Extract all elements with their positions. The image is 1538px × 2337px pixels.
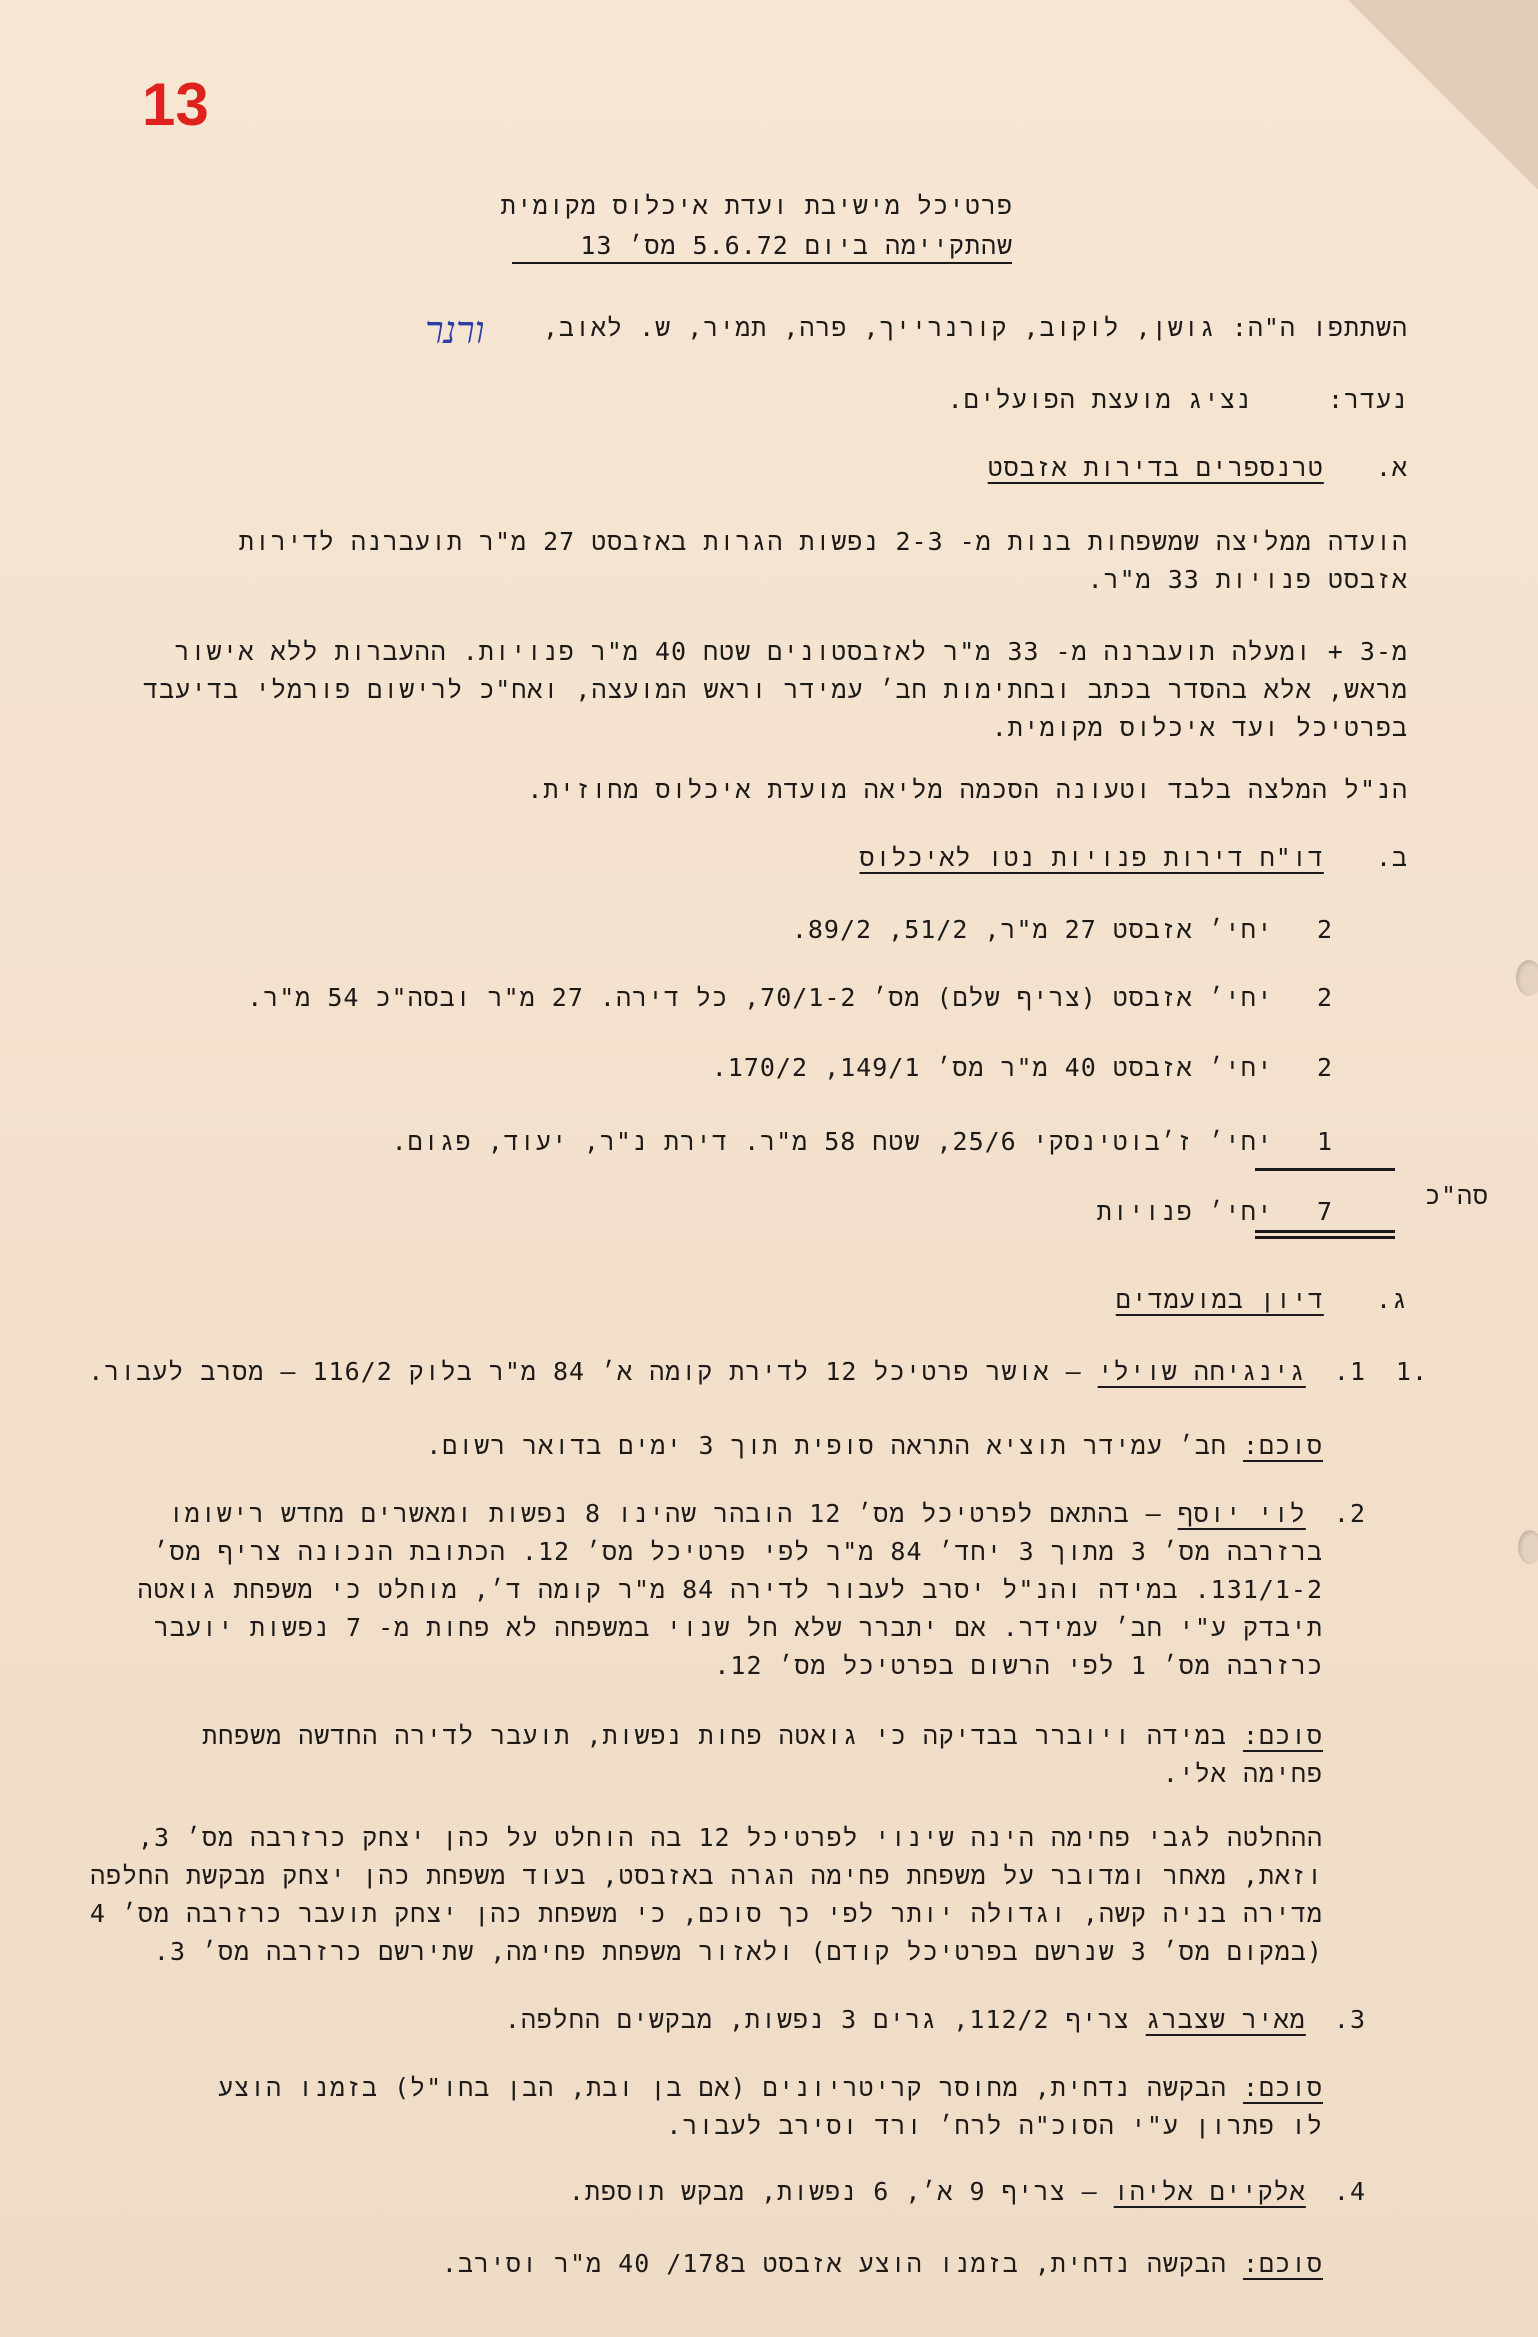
summary-label: סוכם: — [1242, 2073, 1323, 2102]
vacancy-count: 2 — [1316, 1053, 1333, 1082]
summary-label: סוכם: — [1242, 1431, 1323, 1460]
page-number: 13 — [142, 71, 209, 138]
total-text: יחי׳ פנויות — [1096, 1197, 1273, 1226]
case-summary — [442, 2244, 1323, 2284]
summary-text-line: פחימה אלי. — [1162, 1759, 1323, 1788]
section-c-title: דיון במועמדים — [1115, 1285, 1324, 1314]
page-corner-fold — [1348, 0, 1538, 190]
section-c-marker: ג. — [1375, 1285, 1408, 1314]
vacancy-count: 2 — [1316, 983, 1333, 1012]
section-a-para2-line: מראש, אלא בהסדר בכתב ובחתימות חב׳ עמידר וראש המועצה, ואח"כ לרישום פורמלי בדיעבד — [143, 675, 1408, 704]
decision-line: (במקום מס׳ 3 שנרשם בפרטיכל קודם) ולאזור משפחת פחימה, שתירשם כרזרבה מס׳ 3. — [153, 1937, 1323, 1966]
absent-label: נעדר: — [1327, 385, 1408, 414]
section-b-title: דו"ח דירות פנויות נטו לאיכלוס — [859, 843, 1324, 872]
vacancy-text: יחי׳ ז׳בוטינסקי 25/6, שטח 58 מ"ר. דירת נ"ר, יעוד, פגום. — [391, 1127, 1273, 1156]
header-date-line: שהתקיימה ביום 5.6.72 מס׳ 13 — [580, 231, 1013, 260]
vacancy-text: יחי׳ אזבסט 40 מ"ר מס׳ 149/1, 170/2. — [711, 1053, 1273, 1082]
total-double-rule — [1255, 1236, 1395, 1239]
summary-label: סוכם: — [1242, 1721, 1323, 1750]
case-name: מאיר שצברג — [1145, 2005, 1306, 2034]
case-text-line: תיבדק ע"י חב׳ עמידר. אם יתברר שלא חל שנוי במשפחה לא פחות מ- 7 נפשות יועבר — [153, 1613, 1323, 1642]
section-c-sub-marker: 1. — [1395, 1357, 1428, 1386]
punch-hole — [1518, 1530, 1538, 1564]
case-text-line: כרזרבה מס׳ 1 לפי הרשום בפרטיכל מס׳ 12. — [714, 1651, 1323, 1680]
total-rule — [1255, 1168, 1395, 1171]
section-a-heading — [988, 448, 1408, 488]
absent-line — [948, 380, 1408, 420]
header-title: פרטיכל מישיבת ועדת איכלוס מקומית — [500, 191, 1013, 220]
summary-text: הבקשה נדחית, בזמנו הוצע אזבסט ב178/ 40 מ"ר וסירב. — [441, 2249, 1243, 2278]
section-a-para1-line: אזבסט פנויות 33 מ"ר. — [1087, 565, 1408, 594]
decision-line: מדירה בניה קשה, וגדולה יותר לפי כך סוכם, כי משפחת כהן יצחק תועבר כרזרבה מס׳ 4 — [89, 1899, 1323, 1928]
punch-hole — [1516, 960, 1538, 996]
case-text: – צריף 9 א׳, 6 נפשות, מבקש תוספת. — [568, 2177, 1114, 2206]
summary-text-line: לו פתרון ע"י הסוכ"ה לרח׳ ורד וסירב לעבור. — [666, 2111, 1323, 2140]
participants-label: השתתפו ה"ה: — [1231, 313, 1408, 342]
total-line — [1097, 1192, 1333, 1232]
vacancy-item — [247, 978, 1333, 1018]
summary-text: הבקשה נדחית, מחוסר קריטריונים (אם בן ובת, הבן בחו"ל) בזמנו הוצע — [217, 2073, 1227, 2102]
section-a-marker: א. — [1375, 453, 1408, 482]
case-summary — [202, 1716, 1323, 1756]
case-text: צריף 112/2, גרים 3 נפשות, מבקשים החלפה. — [504, 2005, 1146, 2034]
section-b-marker: ב. — [1375, 843, 1408, 872]
participants-names: גושן, לוקוב, קורנרייך, פרה, תמיר, ש. לאוב, — [543, 313, 1216, 342]
case-number: 3. — [1333, 2005, 1366, 2034]
participants-line — [543, 308, 1408, 348]
case-line — [88, 1352, 1366, 1392]
vacancy-item — [392, 1122, 1333, 1162]
handwritten-name: ורנר — [425, 308, 485, 352]
case-line — [569, 2172, 1366, 2212]
vacancy-text: יחי׳ אזבסט (צריף שלם) מס׳ 70/1-2, כל דירה. 27 מ"ר ובסה"כ 54 מ"ר. — [247, 983, 1273, 1012]
summary-text: חב׳ עמידר תוציא התראה סופית תוך 3 ימים בדואר רשום. — [426, 1431, 1243, 1460]
section-b-heading — [860, 838, 1408, 878]
case-line — [169, 1494, 1366, 1534]
section-a-para2-line: בפרטיכל ועד איכלוס מקומית. — [991, 713, 1408, 742]
section-c-heading — [1116, 1280, 1408, 1320]
section-a-title: טרנספרים בדירות אזבסט — [987, 453, 1324, 482]
case-summary — [426, 1426, 1323, 1466]
vacancy-item — [712, 1048, 1333, 1088]
decision-line: וזאת, מאחר ומדובר על משפחת פחימה הגרה באזבסט, בעוד משפחת כהן יצחק מבקשת החלפה — [90, 1861, 1323, 1890]
section-a-para1-line: הועדה ממליצה שמשפחות בנות מ- 2-3 נפשות הגרות באזבסט 27 מ"ר תועברנה לדירות — [238, 527, 1408, 556]
case-text: – בהתאם לפרטיכל מס׳ 12 הובהר שהינו 8 נפשות ומאשרים מחדש רישומו — [168, 1499, 1178, 1528]
summary-text: במידה ויוברר בבדיקה כי גואטה פחות נפשות, תועבר לדירה החדשה משפחת — [202, 1721, 1243, 1750]
vacancy-text: יחי׳ אזבסט 27 מ"ר, 51/2, 89/2. — [791, 915, 1273, 944]
vacancy-count: 1 — [1316, 1127, 1333, 1156]
total-double-rule — [1255, 1230, 1395, 1233]
case-summary — [218, 2068, 1323, 2108]
case-line — [505, 2000, 1366, 2040]
case-text: – אושר פרטיכל 12 לדירת קומה א׳ 84 מ"ר בלוק 116/2 – מסרב לעבור. — [88, 1357, 1098, 1386]
case-name: לוי יוסף — [1177, 1499, 1306, 1528]
case-name: גינגיחה שוילי — [1097, 1357, 1306, 1386]
section-a-para2-line: מ-3 + ומעלה תועברנה מ- 33 מ"ר לאזבסטונים שטח 40 מ"ר פנויות. ההעברות ללא אישור — [174, 637, 1408, 666]
case-number: 4. — [1333, 2177, 1366, 2206]
header-underline — [512, 262, 1012, 264]
total-label: סה"כ — [1425, 1181, 1490, 1210]
decision-line: ההחלטה לגבי פחימה הינה שינוי לפרטיכל 12 בה הוחלט על כהן יצחק כרזרבה מס׳ 3, — [137, 1823, 1323, 1852]
case-number: 1. — [1333, 1357, 1366, 1386]
absent-value: נציג מועצת הפועלים. — [947, 385, 1252, 414]
case-text-line: 131/1-2. במידה והנ"ל יסרב לעבור לדירה 84 מ"ר קומה ד׳, מוחלט כי משפחת גואטה — [137, 1575, 1323, 1604]
total-count: 7 — [1316, 1197, 1333, 1226]
vacancy-count: 2 — [1316, 915, 1333, 944]
case-number: 2. — [1333, 1499, 1366, 1528]
summary-label: סוכם: — [1242, 2249, 1323, 2278]
case-text-line: ברזרבה מס׳ 3 מתוך 3 יחד׳ 84 מ"ר לפי פרטיכל מס׳ 12. הכתובת הנכונה צריף מס׳ — [153, 1537, 1323, 1566]
vacancy-item — [792, 910, 1333, 950]
section-a-para3: הנ"ל המלצה בלבד וטעונה הסכמה מליאה מועדת איכלוס מחוזית. — [527, 775, 1408, 804]
case-name: אלקיים אליהו — [1113, 2177, 1306, 2206]
